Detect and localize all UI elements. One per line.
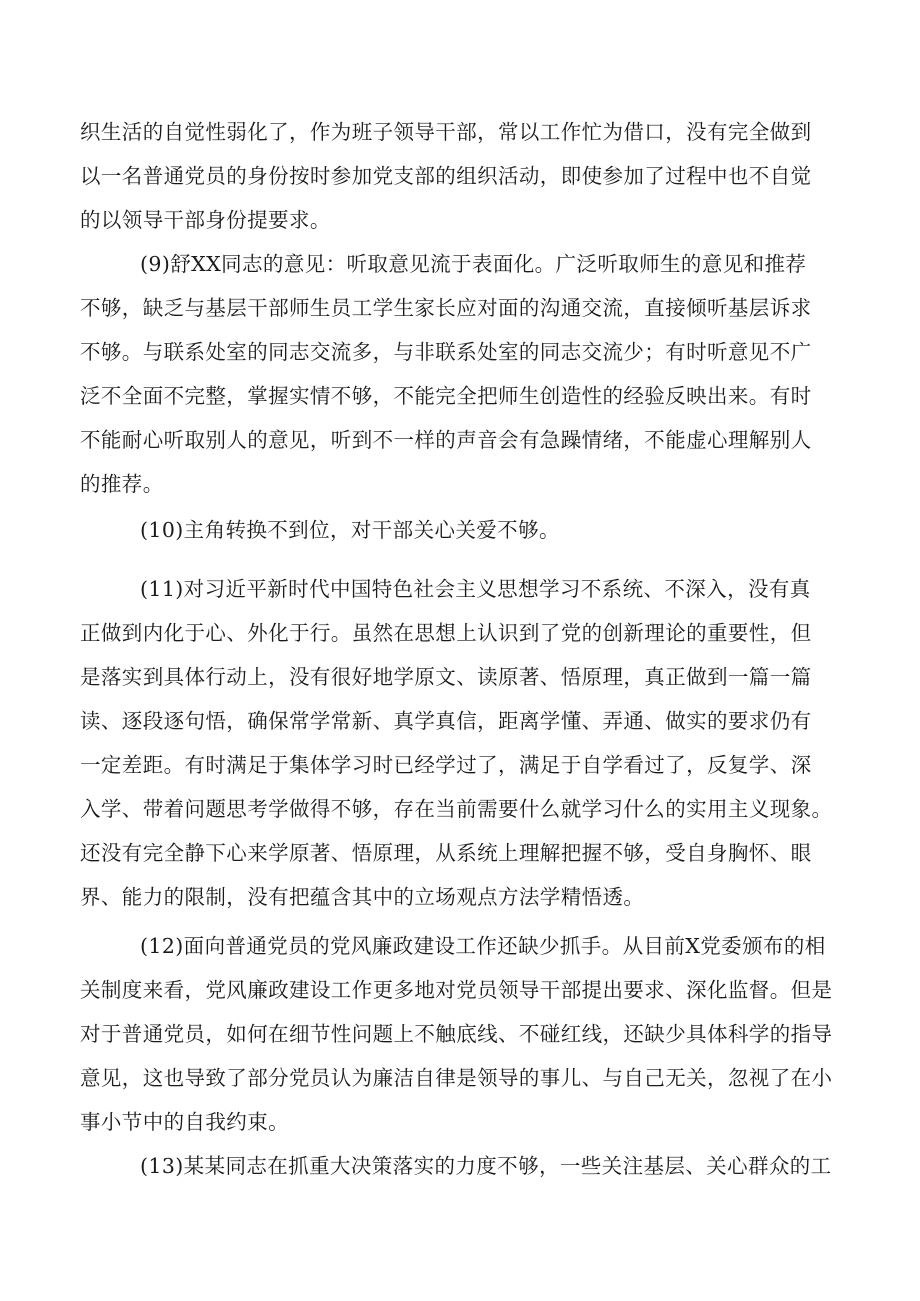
paragraph-9-start: (9)舒XX同志的意见：听取意见流于表面化。广泛听取师生的意见和推荐 [140, 252, 807, 276]
text-line: 读、逐段逐句悟，确保常学常新、真学真信，距离学懂、弄通、做实的要求仍有 [80, 709, 812, 733]
text-line: 以一名普通党员的身份按时参加党支部的组织活动，即使参加了过程中也不自觉 [80, 164, 812, 188]
text-line: 对于普通党员，如何在细节性问题上不触底线、不碰红线，还缺少具体科学的指导 [80, 1022, 833, 1046]
text-line: 事小节中的自我约束。 [80, 1110, 289, 1134]
text-line: 不够，缺乏与基层干部师生员工学生家长应对面的沟通交流，直接倾听基层诉求 [80, 296, 812, 320]
text-line: 界、能力的限制，没有把蕴含其中的立场观点方法学精悟透。 [80, 885, 645, 909]
text-line: 还没有完全静下心来学原著、悟原理，从系统上理解把握不够，受自身胸怀、眼 [80, 841, 812, 865]
text-line: 关制度来看，党风廉政建设工作更多地对党员领导干部提出要求、深化监督。但是 [80, 978, 833, 1002]
paragraph-12-start: (12)面向普通党员的党风廉政建设工作还缺少抓手。从目前X党委颁布的相 [140, 934, 826, 958]
text-line: 的推荐。 [80, 472, 164, 496]
text-line: 泛不全面不完整，掌握实情不够，不能完全把师生创造性的经验反映出来。有时 [80, 384, 812, 408]
text-line: 织生活的自觉性弱化了，作为班子领导干部，常以工作忙为借口，没有完全做到 [80, 120, 812, 144]
paragraph-11-start: (11)对习近平新时代中国特色社会主义思想学习不系统、不深入，没有真 [140, 577, 811, 601]
text-line: 不够。与联系处室的同志交流多，与非联系处室的同志交流少；有时听意见不广 [80, 340, 812, 364]
paragraph-13-start: (13)某某同志在抓重大决策落实的力度不够，一些关注基层、关心群众的工 [140, 1154, 832, 1178]
text-line: 是落实到具体行动上，没有很好地学原文、读原著、悟原理，真正做到一篇一篇 [80, 665, 812, 689]
paragraph-10: (10)主角转换不到位，对干部关心关爱不够。 [140, 518, 560, 542]
text-line: 的以领导干部身份提要求。 [80, 208, 331, 232]
text-line: 入学、带着问题思考学做得不够，存在当前需要什么就学习什么的实用主义现象。 [80, 797, 833, 821]
text-line: 意见，这也导致了部分党员认为廉洁自律是领导的事儿、与自己无关，忽视了在小 [80, 1066, 833, 1090]
text-line: 不能耐心听取别人的意见，听到不一样的声音会有急躁情绪，不能虚心理解别人 [80, 428, 812, 452]
text-line: 正做到内化于心、外化于行。虽然在思想上认识到了党的创新理论的重要性，但 [80, 621, 812, 645]
text-line: 一定差距。有时满足于集体学习时已经学过了，满足于自学看过了，反复学、深 [80, 753, 812, 777]
